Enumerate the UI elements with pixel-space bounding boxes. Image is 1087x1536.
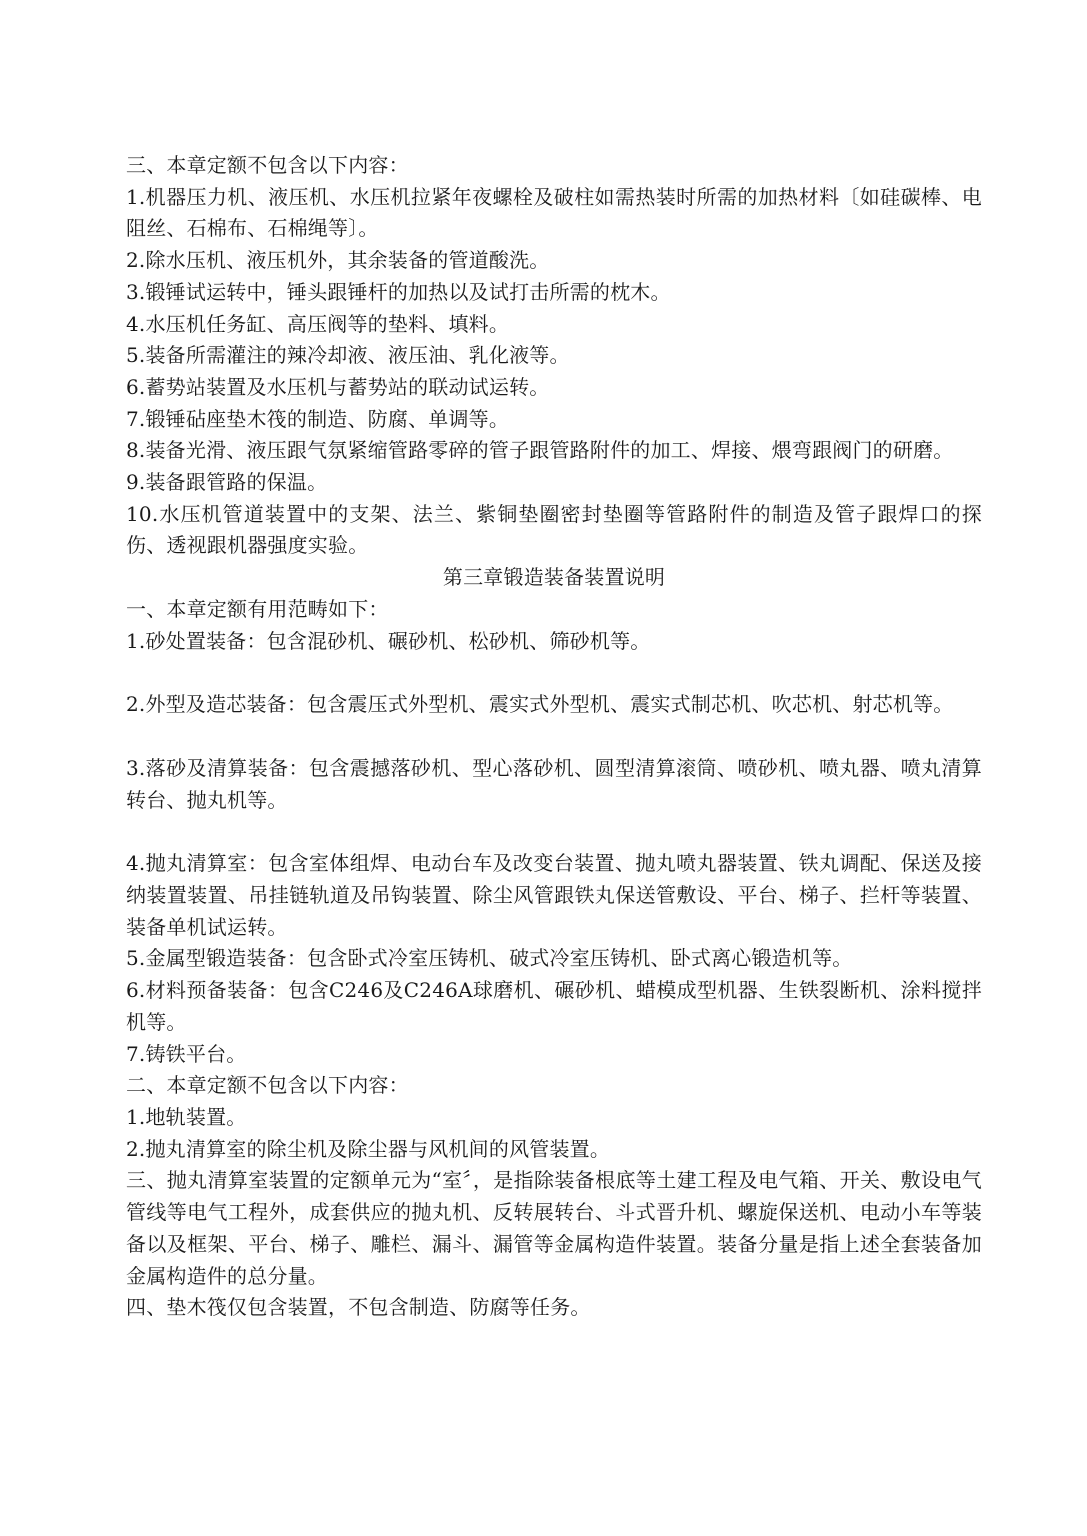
list-item: 2.除水压机、液压机外，其余装备的管道酸洗。 <box>126 248 550 273</box>
chapter-title: 第三章锻造装备装置说明 <box>442 565 666 590</box>
list-item: 1.地轨装置。 <box>126 1104 247 1129</box>
list-item: 7.锻锤砧座垫木筏的制造、防腐、单调等。 <box>126 406 510 431</box>
paragraph: 三、抛丸清算室装置的定额单元为“室〞，是指除装备根底等土建工程及电气箱、开关、敷设电气管线等电气工程外，成套供应的抛丸机、反转展转台、斗式晋升机、螺旋保送机、电动小车等装备以及框架、平台、梯子、雕栏、漏斗、漏管等金属构造件装置。装备分量是指上述全套装备加金属构造件的总分量。 <box>126 1168 982 1288</box>
list-item: 5.装备所需灌注的辣冷却液、液压油、乳化液等。 <box>126 343 570 368</box>
blank-line <box>126 721 982 753</box>
list-item: 2.外型及造芯装备：包含震压式外型机、震实式外型机、震实式制芯机、吹芯机、射芯机等。 <box>126 692 954 717</box>
list-item: 6.材料预备装备：包含C246及C246A球磨机、碾砂机、蜡模成型机器、生铁裂断机、涂料搅拌机等。 <box>126 978 982 1034</box>
paragraph: 四、垫木筏仅包含装置，不包含制造、防腐等任务。 <box>126 1295 591 1320</box>
blank-line <box>126 657 982 689</box>
blank-line <box>126 816 982 848</box>
list-item: 4.水压机任务缸、高压阀等的垫料、填料。 <box>126 311 510 336</box>
list-item: 5.金属型锻造装备：包含卧式冷室压铸机、破式冷室压铸机、卧式离心锻造机等。 <box>126 946 853 971</box>
section-heading: 一、本章定额有用范畴如下： <box>126 596 389 621</box>
list-item: 4.抛丸清算室：包含室体组焊、电动台车及改变台装置、抛丸喷丸器装置、铁丸调配、保送及接纳装置装置、吊挂链轨道及吊钩装置、除尘风管跟铁丸保送管敷设、平台、梯子、拦杆等装置、装备单机试运转。 <box>126 851 982 939</box>
list-item: 6.蓄势站装置及水压机与蓄势站的联动试运转。 <box>126 374 550 399</box>
document-page <box>126 150 982 1324</box>
list-item: 7.铸铁平台。 <box>126 1041 247 1066</box>
section-heading: 二、本章定额不包含以下内容： <box>126 1073 409 1098</box>
list-item: 10.水压机管道装置中的支架、法兰、紫铜垫圈密封垫圈等管路附件的制造及管子跟焊口的探伤、透视跟机器强度实验。 <box>126 501 982 558</box>
list-item: 1.机器压力机、液压机、水压机拉紧年夜螺栓及破柱如需热装时所需的加热材料〔如硅碳棒、电阻丝、石棉布、石棉绳等〕。 <box>126 184 982 241</box>
list-item: 3.锻锤试运转中，锤头跟锤杆的加热以及试打击所需的枕木。 <box>126 279 671 304</box>
list-item: 9.装备跟管路的保温。 <box>126 470 328 495</box>
list-item: 2.抛丸清算室的除尘机及除尘器与风机间的风管装置。 <box>126 1136 611 1161</box>
list-item: 1.砂处置装备：包含混砂机、碾砂机、松砂机、筛砂机等。 <box>126 628 651 653</box>
list-item: 8.装备光滑、液压跟气氛紧缩管路零碎的管子跟管路附件的加工、焊接、煨弯跟阀门的研磨。 <box>126 438 954 463</box>
section-heading: 三、本章定额不包含以下内容： <box>126 153 409 177</box>
list-item: 3.落砂及清算装备：包含震撼落砂机、型心落砂机、圆型清算滚筒、喷砂机、喷丸器、喷丸清算转台、抛丸机等。 <box>126 755 982 812</box>
